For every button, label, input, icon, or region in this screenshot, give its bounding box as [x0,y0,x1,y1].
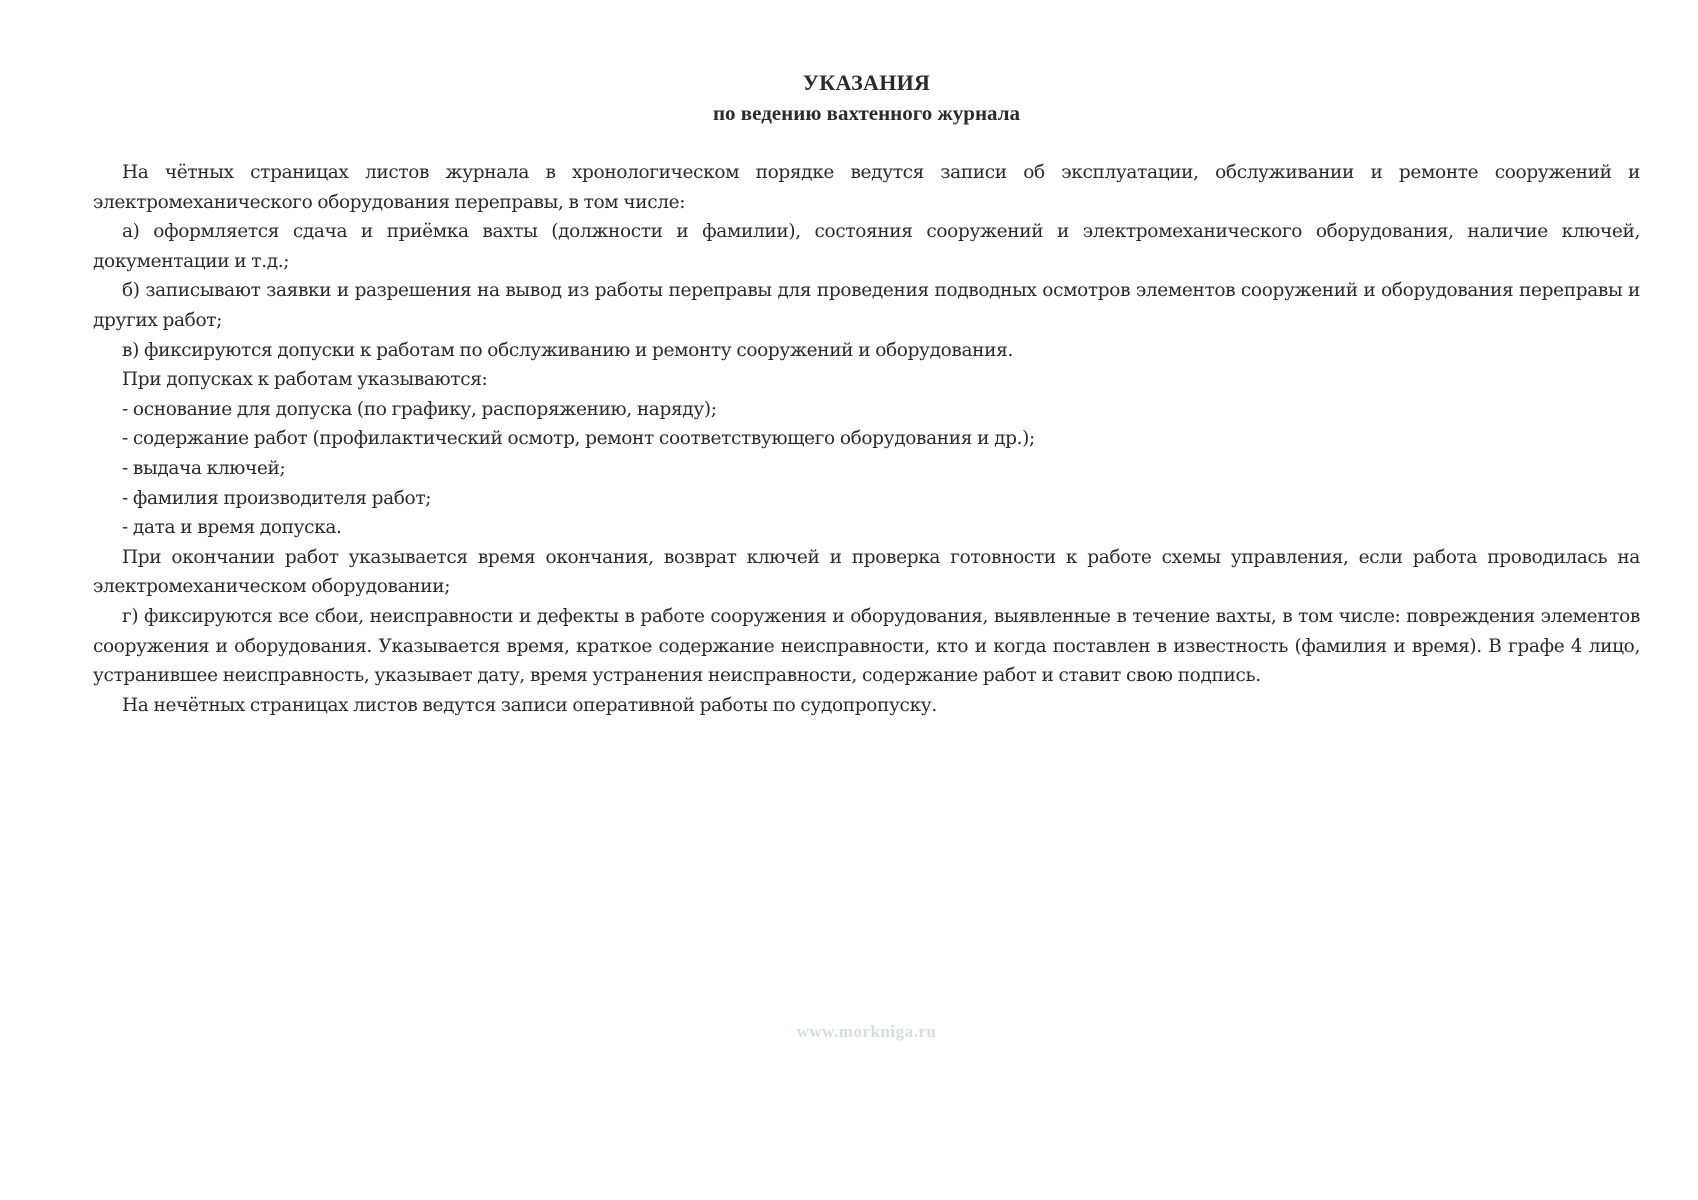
document-subtitle: по ведению вахтенного журнала [712,101,1021,125]
list-item-work-producer: - фамилия производителя работ; [122,487,432,509]
list-item-key-issue: - выдача ключей; [122,457,286,479]
list-item-admission-datetime: - дата и время допуска. [122,517,342,539]
paragraph-item-a: а) оформляется сдача и приёмка вахты (должности и фамилии), состояния сооружений и электромеханического оборудования, наличие ключей, документации и т.д.; [93,221,1640,272]
document-body [93,158,1640,720]
document-heading [0,68,1698,128]
document-title: УКАЗАНИЯ [802,70,931,95]
paragraph-item-v: в) фиксируются допуски к работам по обслуживанию и ремонту сооружений и оборудования. [122,339,1013,361]
paragraph-work-completion: При окончании работ указывается время окончания, возврат ключей и проверка готовности к работе схемы управления, если работа проводилась на электромеханическом оборудовании; [93,546,1640,598]
list-item-work-content: - содержание работ (профилактический осмотр, ремонт соответствующего оборудования и др.); [122,428,1035,450]
paragraph-item-b: б) записывают заявки и разрешения на вывод из работы переправы для проведения подводных осмотров элементов сооружений и оборудования переправы и других работ; [93,280,1640,331]
list-item-admission-basis: - основание для допуска (по графику, распоряжению, наряду); [122,398,717,420]
paragraph-item-g: г) фиксируются все сбои, неисправности и дефекты в работе сооружения и оборудования, выявленные в течение вахты, в том числе: повреждения элементов сооружения и оборудования. Указывается время, краткое содержание неисправности, кто и когда поставлен в известность (фамилия и время). В графе 4 лицо, устранившее неисправность, указывает дату, время устранения неисправности, содержание работ и ставит свою подпись. [93,605,1640,687]
watermark-url: www.morkniga.ru [796,1022,937,1041]
paragraph-admission-heading: При допусках к работам указываются: [122,369,488,391]
paragraph-intro: На чётных страницах листов журнала в хронологическом порядке ведутся записи об эксплуатации, обслуживании и ремонте сооружений и электромеханического оборудования переправы, в том числе: [93,162,1640,213]
paragraph-odd-pages: На нечётных страницах листов ведутся записи оперативной работы по судопропуску. [122,694,937,716]
